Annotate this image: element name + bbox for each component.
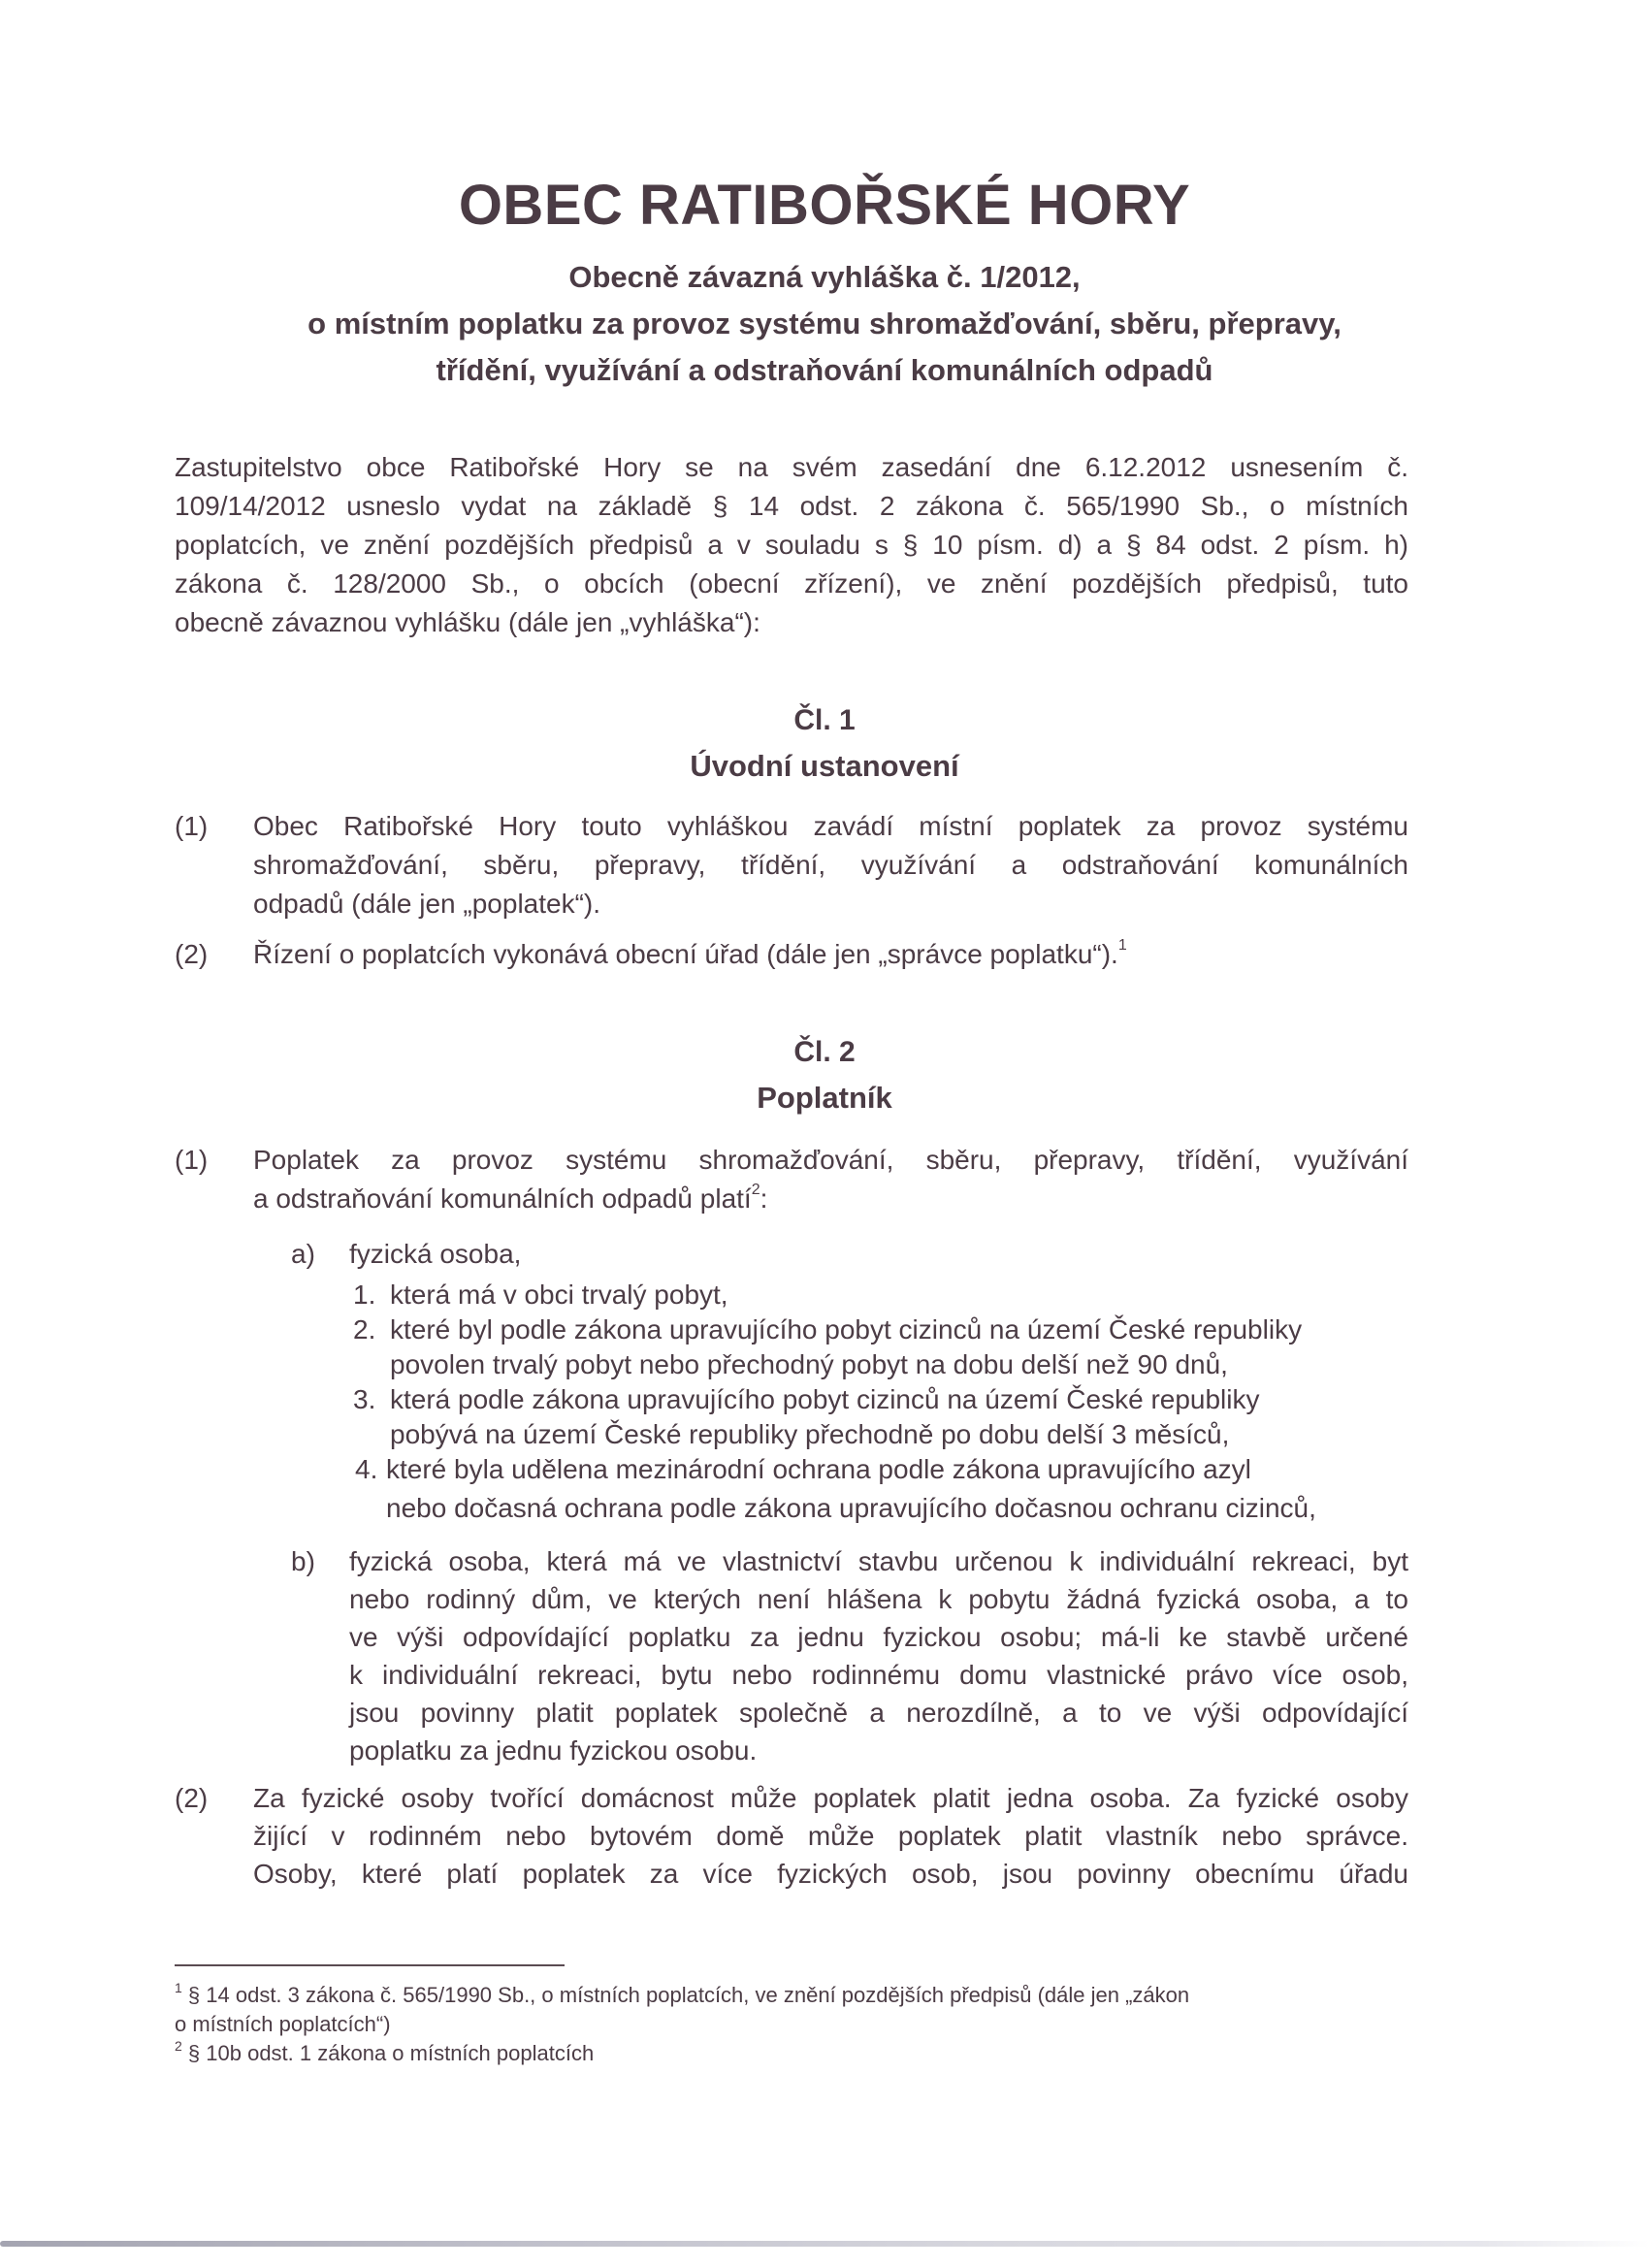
- paragraph-line: a odstraňování komunálních odpadů platí: [253, 1183, 752, 1214]
- article-1-number: Čl. 1: [793, 704, 856, 736]
- subitem-line: které byla udělena mezinárodní ochrana podle zákona upravujícího azyl: [386, 1454, 1251, 1484]
- subitem-label: 1.: [353, 1280, 376, 1310]
- subitem: [349, 1311, 1416, 1380]
- footnote-separator: [175, 1964, 565, 1966]
- subitem-line: povolen trvalý pobyt nebo přechodný pobyt na dobu delší než 90 dnů,: [390, 1349, 1228, 1379]
- footnote-ref[interactable]: 1: [1117, 937, 1127, 954]
- item-line: fyzická osoba, která má ve vlastnictví stavbu určenou k individuální rekreaci, byt: [349, 1546, 1408, 1576]
- item-line: k individuální rekreaci, bytu nebo rodinnému domu vlastnické právo více osob,: [349, 1660, 1408, 1690]
- footnote-1: [175, 1981, 1408, 2039]
- article-2-paragraph-1: [253, 1141, 1408, 1218]
- paragraph-label: (2): [175, 1783, 209, 1813]
- subitem-line: které byl podle zákona upravujícího pobyt cizinců na území České republiky: [390, 1314, 1303, 1345]
- paragraph-line: odpadů (dále jen „poplatek“).: [253, 889, 601, 919]
- decree-subject-line-1: o místním poplatku za provoz systému shromažďování, sběru, přepravy,: [307, 307, 1342, 340]
- article-2-paragraph-2: [253, 1779, 1408, 1893]
- paragraph-line: Obec Ratibořské Hory touto vyhláškou zavádí místní poplatek za provoz systému: [253, 811, 1408, 841]
- preamble-line: poplatcích, ve znění pozdějších předpisů a v souladu s § 10 písm. d) a § 84 odst. 2 písm. h): [175, 530, 1408, 560]
- preamble-line: zákona č. 128/2000 Sb., o obcích (obecní zřízení), ve znění pozdějších předpisů, tuto: [175, 568, 1408, 599]
- municipality-title: OBEC RATIBOŘSKÉ HORY: [458, 174, 1191, 237]
- preamble-line: obecně závaznou vyhlášku (dále jen „vyhláška“):: [175, 607, 760, 637]
- item-label: b): [291, 1546, 315, 1576]
- paragraph-line: Poplatek za provoz systému shromažďování, sběru, přepravy, třídění, využívání: [253, 1145, 1408, 1175]
- footnote-2: [175, 2039, 1408, 2068]
- preamble: [175, 448, 1408, 642]
- preamble-line: Zastupitelstvo obce Ratibořské Hory se na svém zasedání dne 6.12.2012 usnesením č.: [175, 452, 1408, 482]
- item-line: nebo rodinný dům, ve kterých není hlášena k pobytu žádná fyzická osoba, a to: [349, 1584, 1408, 1614]
- scan-edge-line: [0, 2241, 1649, 2247]
- paragraph-label: (2): [175, 939, 209, 969]
- item-line: ve výši odpovídající poplatku za jednu fyzickou osobu; má-li ke stavbě určené: [349, 1622, 1408, 1652]
- paragraph-line: shromažďování, sběru, přepravy, třídění, využívání a odstraňování komunálních: [253, 850, 1408, 880]
- paragraph-line: Osoby, které platí poplatek za více fyzických osob, jsou povinny obecnímu úřadu: [253, 1859, 1408, 1889]
- subitem-line: pobývá na území České republiky přechodně po dobu delší 3 měsíců,: [390, 1419, 1230, 1449]
- paragraph-text: Řízení o poplatcích vykonává obecní úřad (dále jen „správce poplatku“).: [253, 939, 1118, 969]
- paragraph-label: (1): [175, 1145, 209, 1175]
- footnote-line: § 10b odst. 1 zákona o místních poplatcích: [187, 2041, 595, 2065]
- paragraph-line: žijící v rodinném nebo bytovém domě může poplatek platit vlastník nebo správce.: [253, 1821, 1408, 1851]
- paragraph-label: (1): [175, 811, 209, 841]
- subitem: [349, 1450, 1416, 1524]
- subitem: [349, 1276, 1416, 1311]
- subitem-label: 4.: [355, 1454, 378, 1484]
- article-1-paragraph-2: [253, 935, 1408, 974]
- item-a-text: fyzická osoba,: [349, 1239, 522, 1269]
- footnote-line: o místních poplatcích“): [175, 2012, 391, 2036]
- item-line: jsou povinny platit poplatek společně a nerozdílně, a to ve výši odpovídající: [349, 1698, 1408, 1728]
- subitem-label: 3.: [353, 1384, 376, 1414]
- footnote-number: 2: [175, 2038, 182, 2054]
- footnote-line: § 14 odst. 3 zákona č. 565/1990 Sb., o místních poplatcích, ve znění pozdějších předpisů (dále jen „zákon: [187, 1983, 1190, 2007]
- article-2-title: Poplatník: [757, 1081, 892, 1115]
- item-line: poplatku za jednu fyzickou osobu.: [349, 1735, 758, 1766]
- item-a-subitems: [349, 1276, 1416, 1524]
- article-1-paragraph-1: [253, 807, 1408, 923]
- footnote-ref[interactable]: 2: [751, 1182, 760, 1198]
- decree-subject-line-2: třídění, využívání a odstraňování komunálních odpadů: [436, 353, 1213, 387]
- subitem-line: která má v obci trvalý pobyt,: [390, 1280, 728, 1310]
- article-1-title: Úvodní ustanovení: [690, 749, 959, 783]
- colon: :: [760, 1183, 768, 1214]
- subitem-line: která podle zákona upravujícího pobyt cizinců na území České republiky: [390, 1384, 1260, 1414]
- subitem: [349, 1380, 1416, 1450]
- item-label: a): [291, 1239, 315, 1269]
- subitem-line: nebo dočasná ochrana podle zákona upravujícího dočasnou ochranu cizinců,: [386, 1493, 1316, 1523]
- item-b-text: [349, 1542, 1408, 1769]
- decree-number: Obecně závazná vyhláška č. 1/2012,: [568, 260, 1081, 294]
- article-2-number: Čl. 2: [793, 1036, 856, 1068]
- paragraph-line: Za fyzické osoby tvořící domácnost může poplatek platit jedna osoba. Za fyzické osoby: [253, 1783, 1408, 1813]
- footnote-number: 1: [175, 1980, 182, 1995]
- subitem-label: 2.: [353, 1314, 376, 1345]
- preamble-line: 109/14/2012 usneslo vydat na základě § 14 odst. 2 zákona č. 565/1990 Sb., o místních: [175, 491, 1408, 521]
